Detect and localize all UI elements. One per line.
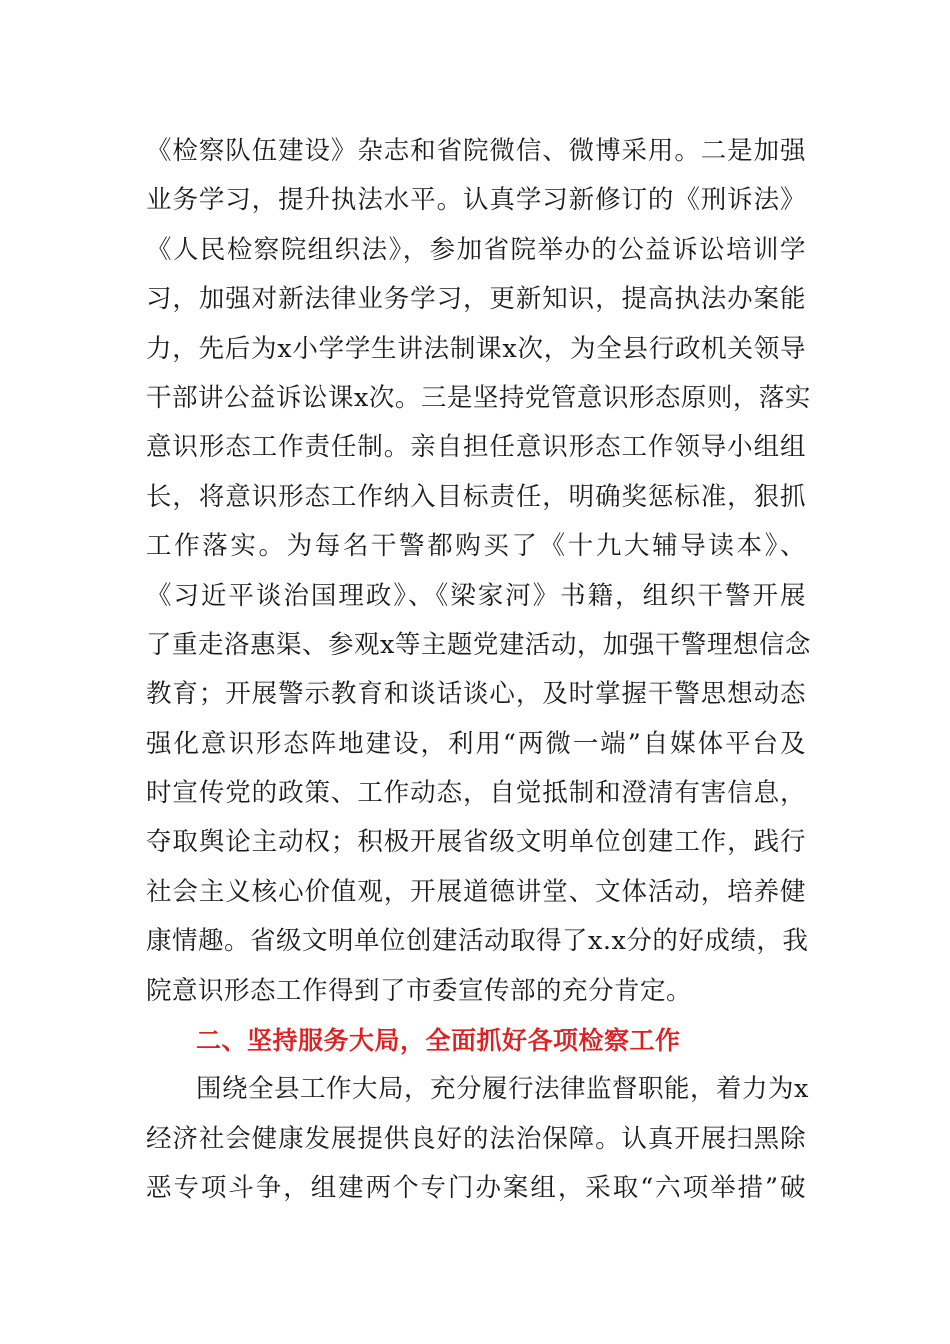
- paragraph-line: 了重走洛惠渠、参观x等主题党建活动，加强干警理想信念: [146, 629, 811, 660]
- paragraph-line: 《习近平谈治国理政》、《梁家河》书籍，组织干警开展: [146, 580, 806, 611]
- paragraph-line: 《人民检察院组织法》，参加省院举办的公益诉讼培训学: [146, 234, 806, 265]
- paragraph-line: 夺取舆论主动权；积极开展省级文明单位创建工作，践行: [146, 827, 806, 858]
- paragraph-line: 恶专项斗争，组建两个专门办案组，采取“六项举措”破: [146, 1173, 806, 1204]
- paragraph-line: 康情趣。省级文明单位创建活动取得了x.x分的好成绩，我: [146, 926, 809, 957]
- paragraph-line: 社会主义核心价值观，开展道德讲堂、文体活动，培养健: [146, 876, 806, 907]
- paragraph-line: 时宣传党的政策、工作动态，自觉抵制和澄清有害信息，: [146, 778, 806, 809]
- paragraph-line: 教育；开展警示教育和谈话谈心，及时掌握干警思想动态: [146, 679, 806, 710]
- paragraph-line: 强化意识形态阵地建设，利用“两微一端”自媒体平台及: [146, 728, 806, 759]
- paragraph-line: 经济社会健康发展提供良好的法治保障。认真开展扫黑除: [146, 1123, 806, 1154]
- paragraph-line: 工作落实。为每名干警都购买了《十九大辅导读本》、: [146, 531, 806, 562]
- paragraph-line: 习，加强对新法律业务学习，更新知识，提高执法办案能: [146, 284, 806, 315]
- section-heading: 二、坚持服务大局，全面抓好各项检察工作: [196, 1026, 681, 1056]
- paragraph-line: 干部讲公益诉讼课x次。三是坚持党管意识形态原则，落实: [146, 382, 811, 413]
- paragraph-line: 意识形态工作责任制。亲自担任意识形态工作领导小组组: [146, 432, 806, 463]
- paragraph-line: 力，先后为x小学学生讲法制课x次，为全县行政机关领导: [146, 333, 806, 364]
- paragraph-line: 长，将意识形态工作纳入目标责任，明确奖惩标准，狠抓: [146, 481, 806, 512]
- paragraph-line-first: 围绕全县工作大局，充分履行法律监督职能，着力为x: [196, 1074, 809, 1105]
- document-body: [146, 127, 811, 1214]
- paragraph-line: 《检察队伍建设》杂志和省院微信、微博采用。二是加强: [146, 136, 806, 166]
- paragraph-line-last: 院意识形态工作得到了市委宣传部的充分肯定。: [146, 975, 693, 1006]
- paragraph-line: 业务学习，提升执法水平。认真学习新修订的《刑诉法》: [146, 185, 806, 216]
